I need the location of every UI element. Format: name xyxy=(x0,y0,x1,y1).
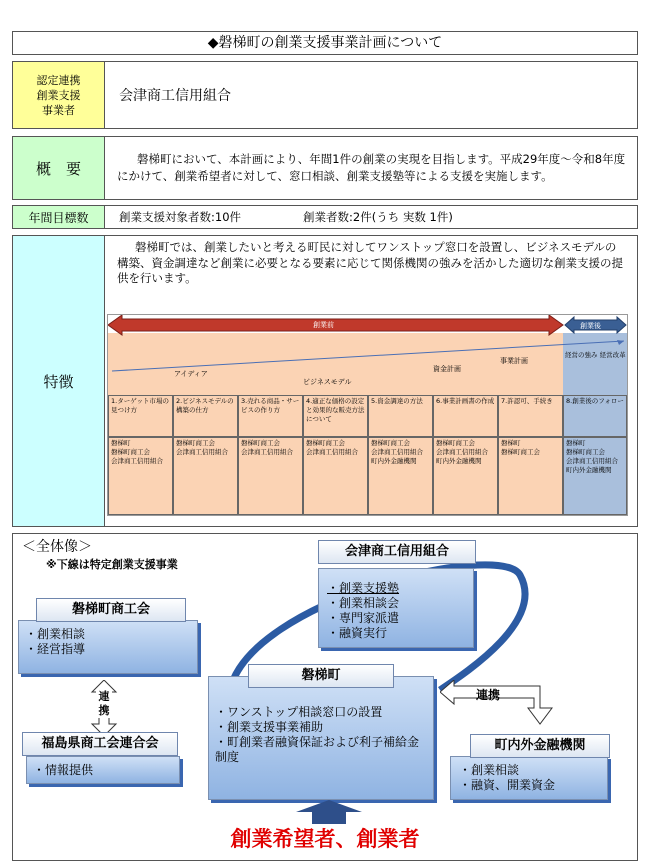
town-item: ・ワンストップ相談窓口の設置 xyxy=(215,705,383,719)
shokokai-box xyxy=(18,620,198,674)
features-text: 磐梯町では、創業したいと考える町民に対してワンストップ窓口を設置し、ビジネスモデルの構築、資金調達など創業に必要となる要素に応じて関係機関の強みを活かした適切な創業支援の提供を行います。 xyxy=(117,240,623,285)
step-cell: 7.許認可、手続き xyxy=(498,395,563,437)
page-title: ◆磐梯町の創業支援事業計画について xyxy=(12,31,638,55)
certified-value: 会津商工信用組合 xyxy=(119,88,231,104)
step-cell: 6.事業計画書の作成 xyxy=(433,395,498,437)
stage-model: ビジネスモデル xyxy=(303,378,352,386)
shinkumi-item: ・創業支援塾 xyxy=(327,581,400,595)
fukushima-box xyxy=(26,756,180,784)
shokokai-items xyxy=(25,627,85,657)
certified-label-line: 認定連携 xyxy=(36,73,81,87)
supporter-cell: 磐梯町 磐梯町商工会 会津商工信用組合 xyxy=(108,437,173,515)
shinkumi-items xyxy=(327,581,399,641)
shinkumi-title: 会津商工信用組合 xyxy=(318,540,476,564)
horizontal-link-arrow xyxy=(440,680,570,730)
shokokai-item: ・経営指導 xyxy=(25,642,86,656)
stage-post: 経営の強み 経営改革 xyxy=(565,351,626,359)
target-text1: 創業支援対象者数:10件 xyxy=(119,210,242,224)
supporter-cell: 磐梯町商工会 会津商工信用組合 xyxy=(238,437,303,515)
shinkumi-item: ・創業相談会 xyxy=(327,596,400,610)
banks-items xyxy=(459,763,555,793)
town-box xyxy=(208,676,434,800)
shinkumi-item: ・専門家派遣 xyxy=(327,611,400,625)
pre-founding-label: 創業前 xyxy=(313,321,334,329)
step-cell: 1.ターゲット市場の見つけ方 xyxy=(108,395,173,437)
step-cell: 2.ビジネスモデルの構築の仕方 xyxy=(173,395,238,437)
shokokai-title: 磐梯町商工会 xyxy=(36,598,186,622)
overall-note: ※下線は特定創業支援事業 xyxy=(46,558,178,571)
supporter-cell: 磐梯町商工会 会津商工信用組合 xyxy=(303,437,368,515)
stage-fund: 資金計画 xyxy=(433,365,461,373)
overview-label: 概 要 xyxy=(13,137,105,199)
overview-text: 磐梯町において、本計画により、年間1件の創業の実現を目指します。平成29年度～令和8年度にかけて、創業希望者に対して、窓口相談、創業支援塾等による支援を実施します。 xyxy=(117,152,626,183)
post-founding-label: 創業後 xyxy=(580,322,601,330)
banks-item: ・融資、開業資金 xyxy=(459,778,556,792)
up-arrow-shape xyxy=(296,800,362,824)
supporter-cell: 磐梯町商工会 会津商工信用組合 町内外金融機関 xyxy=(368,437,433,515)
shinkumi-box xyxy=(318,568,474,648)
town-items xyxy=(215,705,427,765)
features-label: 特徴 xyxy=(13,236,105,526)
supporter-cell: 磐梯町 磐梯町商工会 会津商工信用組合 町内外金融機関 xyxy=(563,437,627,515)
town-title: 磐梯町 xyxy=(248,664,394,688)
overall-heading: ＜全体像＞ xyxy=(22,539,92,555)
town-item: ・町創業者融資保証および利子補給金制度 xyxy=(215,735,420,764)
vertical-link-label: 連携 xyxy=(96,690,112,718)
step-cell: 5.資金調達の方法 xyxy=(368,395,433,437)
certified-label-line: 創業支援 xyxy=(36,88,81,102)
town-item: ・創業支援事業補助 xyxy=(215,720,324,734)
target-label: 年間目標数 xyxy=(13,206,105,228)
stage-biz: 事業計画 xyxy=(500,357,528,365)
certified-label-line: 事業者 xyxy=(42,103,75,117)
banks-item: ・創業相談 xyxy=(459,763,520,777)
banks-title: 町内外金融機関 xyxy=(470,734,610,758)
shokokai-item: ・創業相談 xyxy=(25,627,86,641)
fukushima-item: ・情報提供 xyxy=(33,763,94,777)
step-cell: 8.創業後のフォロー xyxy=(563,395,627,437)
target-people: 創業希望者、創業者 xyxy=(230,827,420,851)
stage-idea: アイディア xyxy=(174,370,208,378)
horizontal-link-label: 連携 xyxy=(476,688,501,702)
banks-box xyxy=(450,756,608,800)
target-text2: 創業者数:2件(うち 実数 1件) xyxy=(303,210,453,224)
supporter-cell: 磐梯町商工会 会津商工信用組合 町内外金融機関 xyxy=(433,437,498,515)
fukushima-title: 福島県商工会連合会 xyxy=(22,732,178,756)
shinkumi-item: ・融資実行 xyxy=(327,626,388,640)
step-cell: 3.売れる商品・サービスの作り方 xyxy=(238,395,303,437)
supporter-cell: 磐梯町商工会 会津商工信用組合 xyxy=(173,437,238,515)
supporter-cell: 磐梯町 磐梯町商工会 xyxy=(498,437,563,515)
up-arrow xyxy=(296,800,362,824)
step-cell: 4.適正な価格の設定と効果的な販売方法について xyxy=(303,395,368,437)
